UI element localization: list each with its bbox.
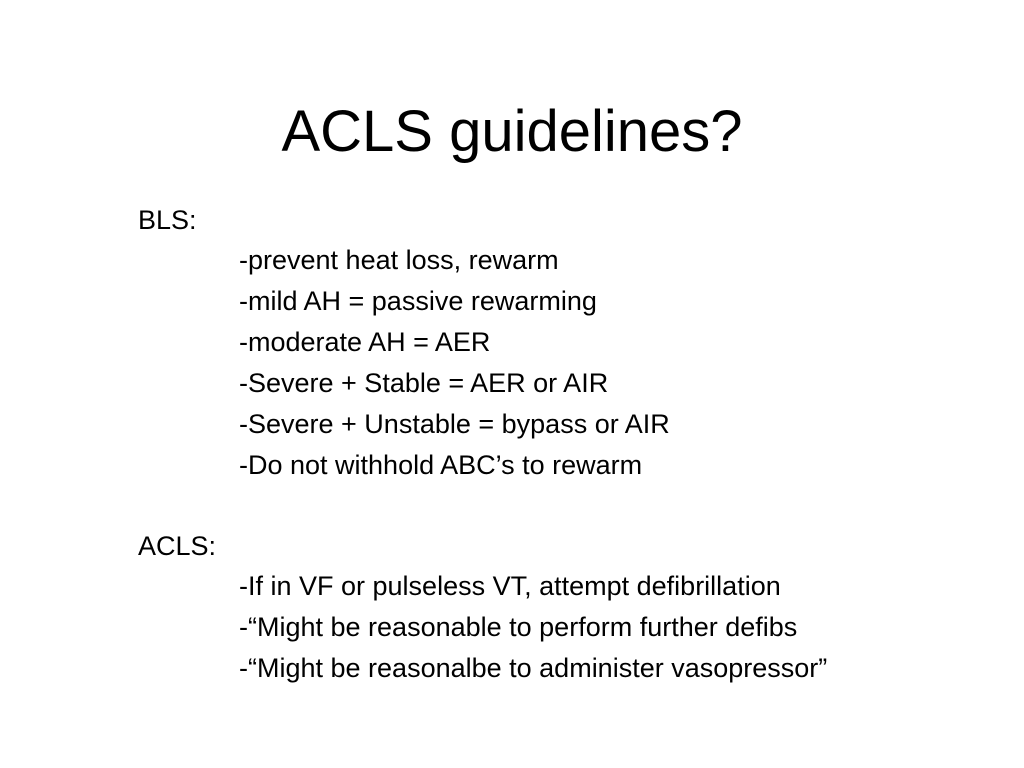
- bls-section: [138, 200, 1008, 486]
- bls-item: -prevent heat loss, rewarm: [239, 245, 559, 275]
- acls-item: -“Might be reasonable to perform further defibs: [239, 612, 798, 642]
- bls-item: -Do not withhold ABC’s to rewarm: [239, 450, 643, 480]
- slide-title: ACLS guidelines?: [281, 99, 743, 164]
- acls-item: -“Might be reasonalbe to administer vasopressor”: [239, 653, 828, 683]
- acls-list: [138, 566, 1008, 689]
- acls-section: [138, 526, 1008, 689]
- acls-heading: ACLS:: [138, 531, 217, 561]
- acls-item: -If in VF or pulseless VT, attempt defibrillation: [239, 571, 781, 601]
- slide-body: [138, 200, 1008, 689]
- bls-item: -Severe + Stable = AER or AIR: [239, 368, 609, 398]
- bls-list: [138, 240, 1008, 486]
- bls-item: -moderate AH = AER: [239, 327, 491, 357]
- bls-item: -mild AH = passive rewarming: [239, 286, 597, 316]
- bls-item: -Severe + Unstable = bypass or AIR: [239, 409, 670, 439]
- bls-heading: BLS:: [138, 205, 197, 235]
